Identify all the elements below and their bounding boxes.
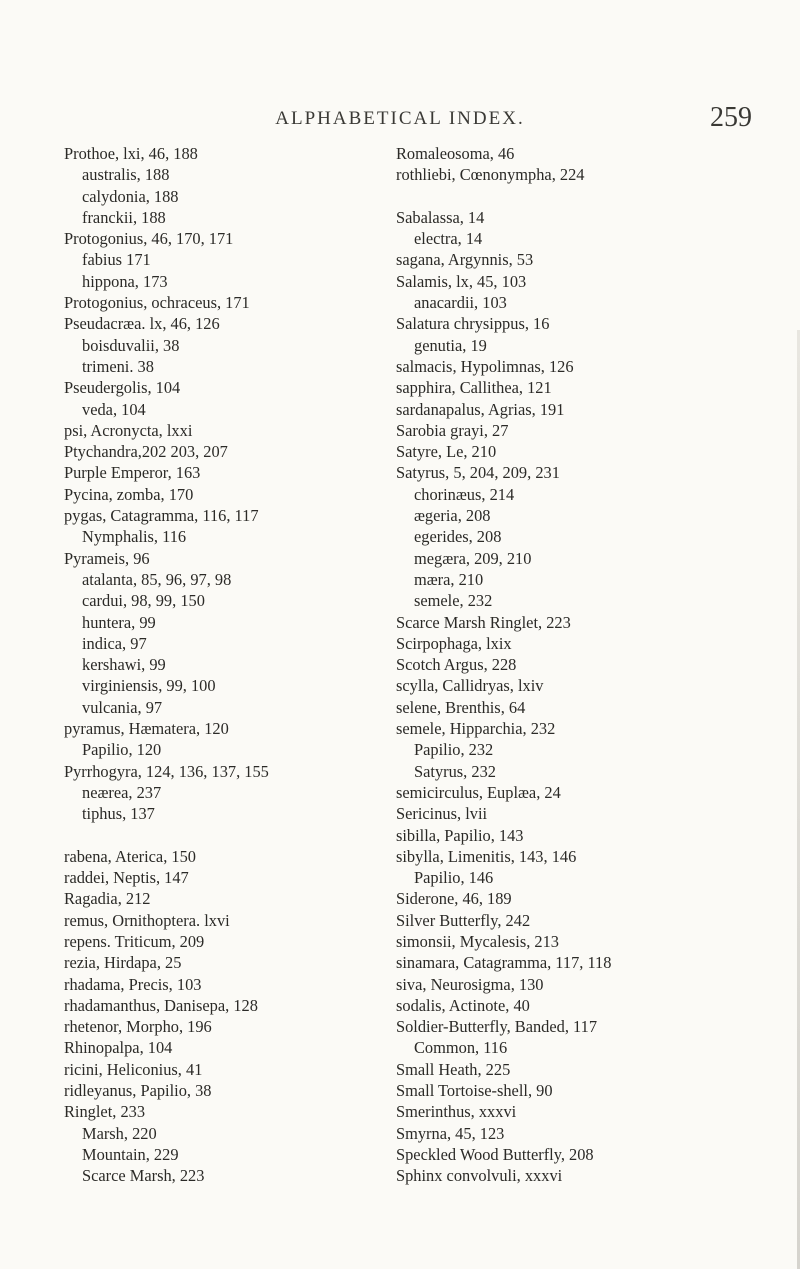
index-entry: Soldier-Butterfly, Banded, 117 (396, 1017, 598, 1037)
index-entry: salmacis, Hypolimnas, 126 (396, 356, 574, 376)
index-subentry: chorinæus, 214 (414, 484, 515, 504)
index-entry: Silver Butterfly, 242 (396, 910, 531, 930)
index-subentry: veda, 104 (82, 399, 146, 419)
index-entry: Prothoe, lxi, 46, 188 (64, 144, 198, 163)
index-entry: selene, Brenthis, 64 (396, 697, 526, 717)
index-subentry: electra, 14 (414, 229, 483, 249)
index-entry: Ragadia, 212 (64, 889, 151, 909)
index-entry: Protogonius, 46, 170, 171 (64, 229, 234, 249)
index-entry: Satyre, Le, 210 (396, 442, 497, 462)
index-subentry: indica, 97 (82, 633, 147, 653)
index-subentry: vulcania, 97 (82, 697, 163, 717)
index-subentry: franckii, 188 (82, 207, 166, 227)
index-subentry: tiphus, 137 (82, 804, 155, 824)
index-entry: remus, Ornithoptera. lxvi (64, 910, 230, 930)
index-entry: sagana, Argynnis, 53 (396, 250, 534, 270)
index-subentry: trimeni. 38 (82, 356, 154, 376)
page-number: 259 (710, 102, 752, 133)
index-entry: sodalis, Actinote, 40 (396, 995, 530, 1015)
index-entry: Sabalassa, 14 (396, 207, 485, 227)
index-entry: Satyrus, 5, 204, 209, 231 (396, 463, 560, 483)
index-subentry: kershawi, 99 (82, 655, 166, 675)
index-entry: sibylla, Limenitis, 143, 146 (396, 846, 577, 866)
index-subentry: Satyrus, 232 (414, 761, 496, 781)
index-entry: Pycina, zomba, 170 (64, 484, 194, 504)
index-subentry: boisduvalii, 38 (82, 335, 180, 355)
index-entry: Pseudacræa. lx, 46, 126 (64, 314, 220, 334)
index-entry: pygas, Catagramma, 116, 117 (64, 506, 259, 526)
index-entry: sardanapalus, Agrias, 191 (396, 399, 565, 419)
index-entry: scylla, Callidryas, lxiv (396, 676, 544, 696)
index-subentry: Mountain, 229 (82, 1144, 179, 1164)
index-entry: Small Tortoise-shell, 90 (396, 1081, 553, 1101)
index-subentry: cardui, 98, 99, 150 (82, 591, 205, 611)
index-entry: Siderone, 46, 189 (396, 889, 512, 909)
index-entry: Sericinus, lvii (396, 804, 488, 824)
index-entry: simonsii, Mycalesis, 213 (396, 931, 559, 951)
index-subentry: egerides, 208 (414, 527, 502, 547)
index-subentry: Scarce Marsh, 223 (82, 1166, 205, 1186)
index-subentry: Papilio, 232 (414, 740, 494, 760)
index-entry: Speckled Wood Butterfly, 208 (396, 1144, 594, 1164)
index-entry: semele, Hipparchia, 232 (396, 719, 556, 739)
index-entry: psi, Acronycta, lxxi (64, 420, 193, 440)
index-subentry: australis, 188 (82, 165, 170, 185)
index-subentry: genutia, 19 (414, 335, 487, 355)
index-entry: Romaleosoma, 46 (396, 144, 515, 163)
index-entry: Salamis, lx, 45, 103 (396, 271, 527, 291)
index-subentry: calydonia, 188 (82, 186, 179, 206)
index-entry: Ringlet, 233 (64, 1102, 146, 1122)
index-entry: Rhinopalpa, 104 (64, 1038, 173, 1058)
index-entry: rhadama, Precis, 103 (64, 974, 202, 994)
index-entry: sibilla, Papilio, 143 (396, 825, 524, 845)
index-entry: rothliebi, Cœnonympha, 224 (396, 165, 585, 185)
index-subentry: fabius 171 (82, 250, 151, 270)
index-entry: rabena, Aterica, 150 (64, 846, 196, 866)
index-entry: ricini, Heliconius, 41 (64, 1059, 203, 1079)
index-entry: ridleyanus, Papilio, 38 (64, 1081, 212, 1101)
index-entry: rhadamanthus, Danisepa, 128 (64, 995, 258, 1015)
index-entry: Protogonius, ochraceus, 171 (64, 293, 250, 313)
index-entry: Pyrrhogyra, 124, 136, 137, 155 (64, 761, 269, 781)
index-subentry: Papilio, 120 (82, 740, 162, 760)
index-entry: Purple Emperor, 163 (64, 463, 201, 483)
index-entry: sapphira, Callithea, 121 (396, 378, 552, 398)
index-entry: repens. Triticum, 209 (64, 931, 205, 951)
running-title: ALPHABETICAL INDEX. (275, 108, 525, 129)
index-subentry: megæra, 209, 210 (414, 548, 532, 568)
index-entry: siva, Neurosigma, 130 (396, 974, 544, 994)
index-subentry: anacardii, 103 (414, 293, 507, 313)
index-entry: Pyrameis, 96 (64, 548, 150, 568)
index-entry: rezia, Hirdapa, 25 (64, 953, 182, 973)
index-entry: sinamara, Catagramma, 117, 118 (396, 953, 612, 973)
index-entry: Small Heath, 225 (396, 1059, 511, 1079)
index-entry: Sarobia grayi, 27 (396, 420, 509, 440)
index-subentry: atalanta, 85, 96, 97, 98 (82, 569, 232, 589)
index-column-right (396, 143, 776, 1187)
index-entry: Smyrna, 45, 123 (396, 1123, 505, 1143)
index-entry: raddei, Neptis, 147 (64, 868, 189, 888)
index-entry: Pseudergolis, 104 (64, 378, 181, 398)
index-entry: pyramus, Hæmatera, 120 (64, 719, 229, 739)
index-entry: Scotch Argus, 228 (396, 655, 517, 675)
index-column-left (64, 143, 364, 1187)
index-subentry: huntera, 99 (82, 612, 156, 632)
index-subentry: mæra, 210 (414, 569, 484, 589)
index-subentry: ægeria, 208 (414, 506, 491, 526)
index-subentry: Marsh, 220 (82, 1123, 157, 1143)
index-subentry: Nymphalis, 116 (82, 527, 187, 547)
index-subentry: virginiensis, 99, 100 (82, 676, 216, 696)
index-entry: Ptychandra,202 203, 207 (64, 442, 228, 462)
index-subentry: Papilio, 146 (414, 868, 494, 888)
index-subentry: Common, 116 (414, 1038, 508, 1058)
index-entry: Scirpophaga, lxix (396, 633, 512, 653)
index-entry: Sphinx convolvuli, xxxvi (396, 1166, 563, 1186)
index-entry: Salatura chrysippus, 16 (396, 314, 550, 334)
index-entry: rhetenor, Morpho, 196 (64, 1017, 212, 1037)
index-subentry: semele, 232 (414, 591, 493, 611)
running-head (0, 102, 800, 136)
index-entry: semicirculus, Euplæa, 24 (396, 782, 561, 802)
index-subentry: hippona, 173 (82, 271, 168, 291)
index-subentry: neærea, 237 (82, 782, 162, 802)
index-entry: Scarce Marsh Ringlet, 223 (396, 612, 571, 632)
index-entry: Smerinthus, xxxvi (396, 1102, 517, 1122)
